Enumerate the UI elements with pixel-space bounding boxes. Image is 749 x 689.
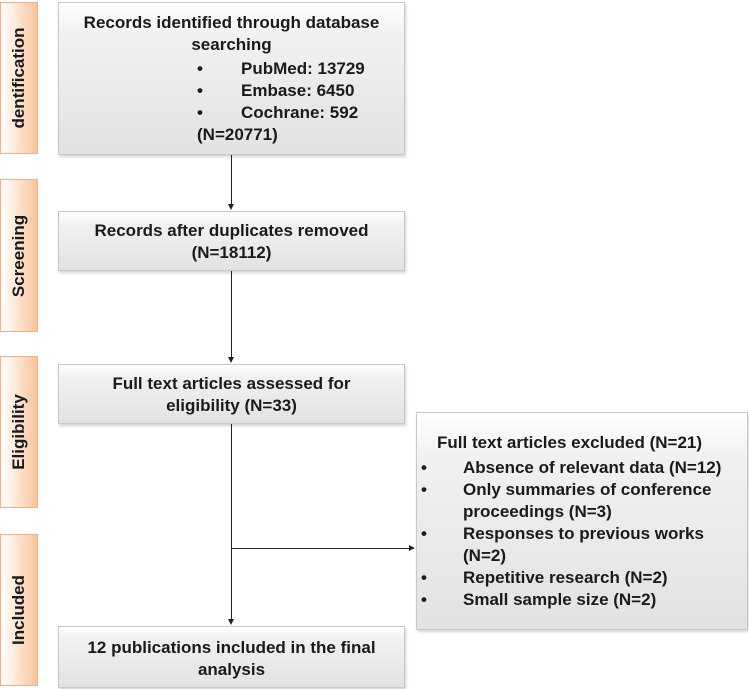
connector-identification-screening — [231, 155, 232, 205]
screening-line2: (N=18112) — [191, 243, 272, 262]
connector-to-excluded — [231, 548, 410, 549]
identification-box: Records identified through database searching • PubMed: 13729 • Embase: 6450 • Cochrane: 592 (N=20771) — [58, 2, 405, 155]
stage-identification — [0, 2, 38, 154]
arrowhead-down — [228, 204, 234, 210]
stage-included — [0, 534, 38, 686]
stage-eligibility — [0, 356, 38, 508]
stage-eligibility-label: Eligibility — [9, 394, 28, 470]
excluded-box: Full text articles excluded (N=21) • Absence of relevant data (N=12) • Only summaries of conference proceedings (N=3) • Responses to previous works (N=2) • Repetitive research (N=2) • Small sample size (N=2) — [416, 412, 748, 630]
connector-eligibility-included — [231, 424, 232, 620]
excluded-title: Full text articles excluded (N=21) — [437, 433, 703, 452]
stage-identification-label: dentification — [9, 27, 28, 129]
identification-total: (N=20771) — [197, 125, 278, 144]
eligibility-line2: eligibility (N=33) — [166, 396, 297, 415]
identification-title-line1: Records identified through database — [83, 13, 380, 32]
arrowhead-down — [228, 357, 234, 363]
included-line2: analysis — [197, 660, 266, 679]
included-box — [58, 626, 405, 688]
included-line1: 12 publications included in the final — [87, 638, 376, 657]
arrowhead-down — [228, 619, 234, 625]
stage-screening — [0, 179, 38, 332]
stage-screening-label: Screening — [9, 214, 28, 297]
arrowhead-right — [409, 545, 415, 551]
stage-included-label: Included — [9, 575, 28, 645]
screening-line1: Records after duplicates removed — [94, 221, 369, 240]
identification-title-line2: searching — [191, 35, 272, 54]
connector-screening-eligibility — [231, 271, 232, 358]
eligibility-box — [58, 364, 405, 424]
eligibility-line1: Full text articles assessed for — [112, 374, 351, 393]
screening-box — [58, 211, 405, 271]
